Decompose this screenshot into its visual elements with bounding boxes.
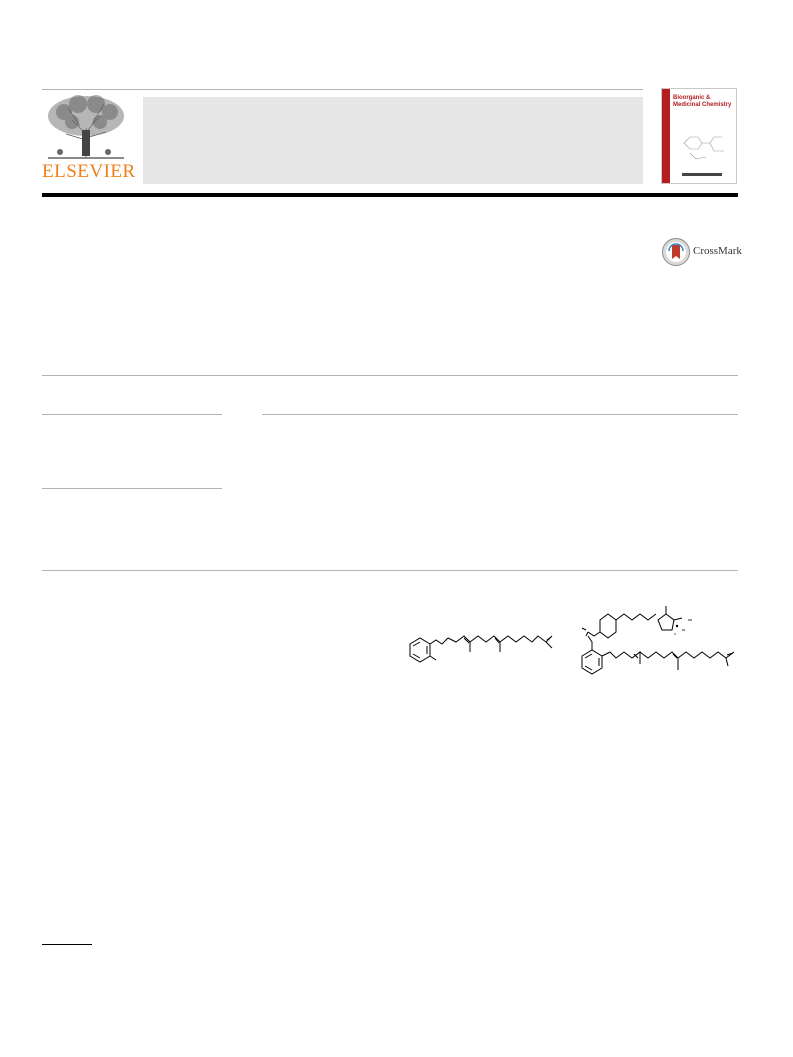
abstract-rule	[262, 414, 738, 415]
footnote-rule	[42, 944, 92, 945]
graphical-abstract-molecule-left	[404, 618, 574, 688]
header-thick-rule	[42, 193, 738, 197]
keywords-rule	[42, 488, 222, 489]
tree-logo-icon	[42, 94, 130, 160]
crossmark-badge[interactable]	[661, 237, 741, 267]
publisher-name: ELSEVIER	[42, 161, 136, 182]
journal-cover-thumbnail[interactable]	[661, 88, 737, 184]
publisher-logo[interactable]	[42, 94, 136, 186]
journal-cover-title: Bioorganic & Medicinal Chemistry	[673, 95, 732, 108]
crossmark-icon	[661, 237, 691, 267]
abstract-bottom-rule	[42, 570, 738, 571]
cover-structure-icon	[680, 123, 730, 163]
header-top-rule	[42, 89, 643, 90]
article-info-rule	[42, 375, 738, 376]
crossmark-label: CrossMark	[693, 245, 742, 257]
journal-banner	[143, 97, 643, 184]
cover-footer-bar	[682, 173, 722, 176]
article-history-rule	[42, 414, 222, 415]
graphical-abstract-molecule-right	[578, 600, 743, 690]
cover-red-band	[662, 89, 670, 184]
